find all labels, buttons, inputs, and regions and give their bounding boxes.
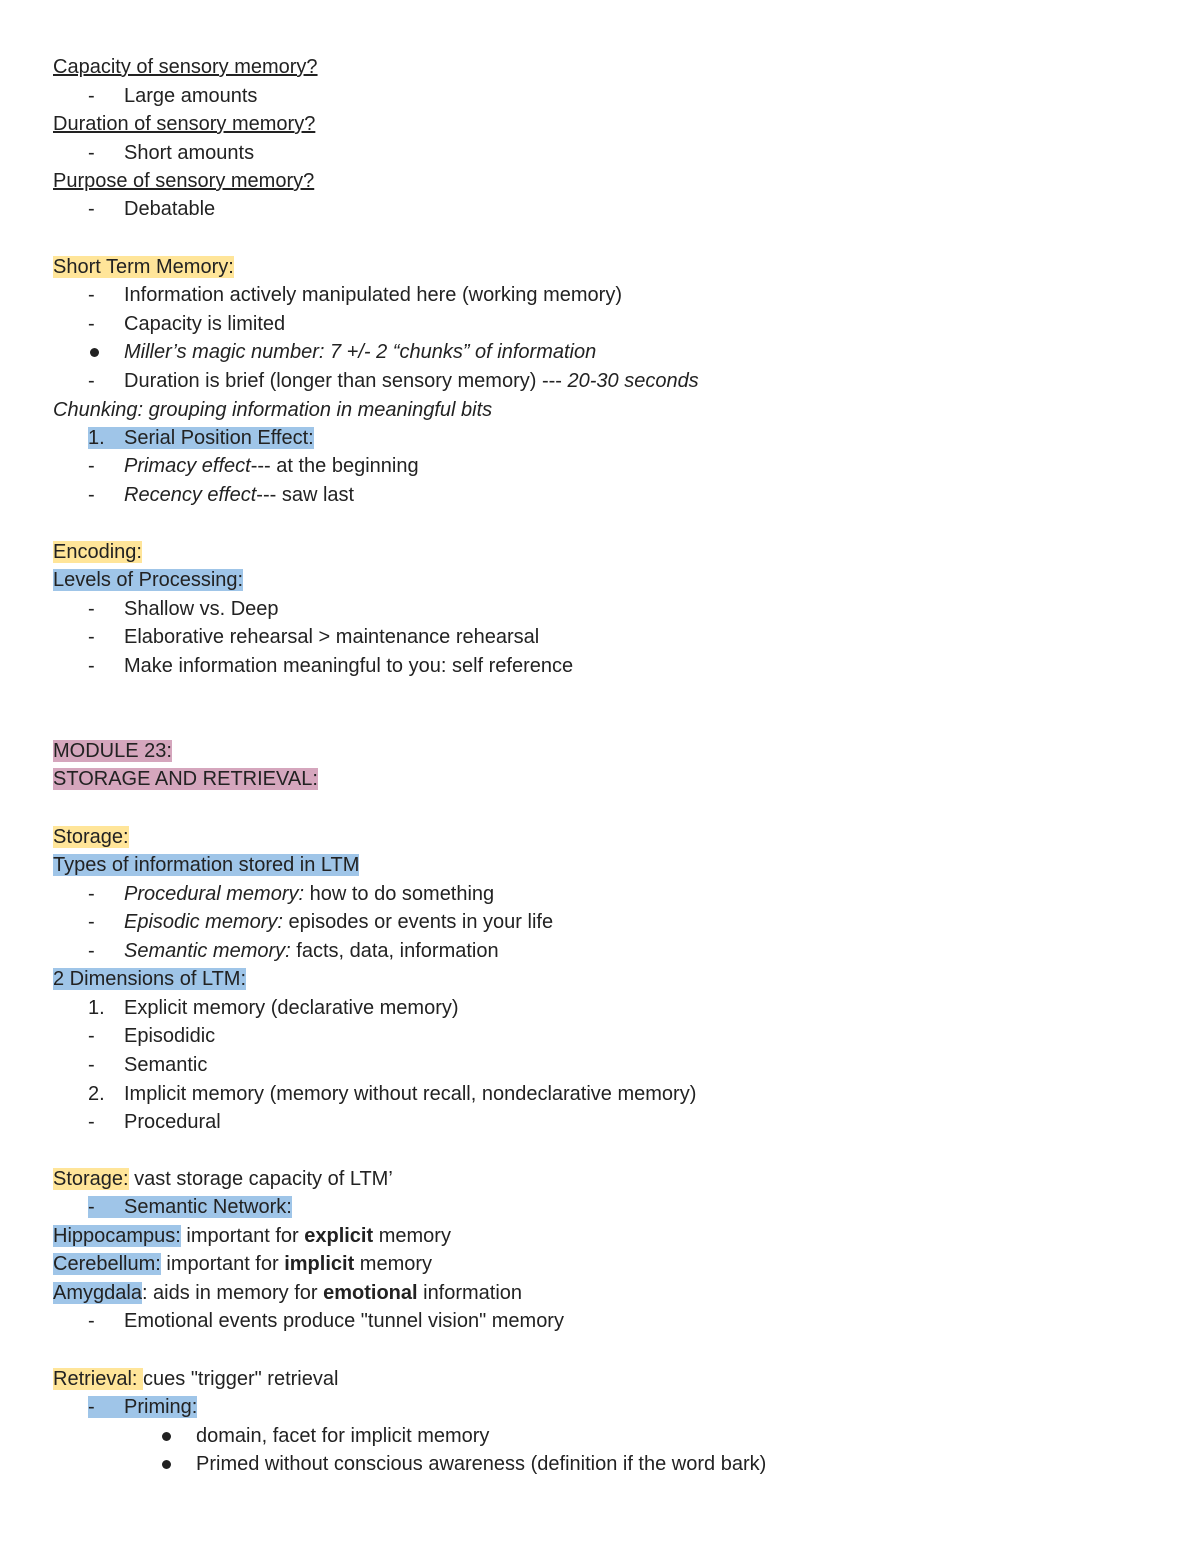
list-item: - Episodidic: [88, 1025, 216, 1047]
list-item: - Elaborative rehearsal > maintenance rehearsal: [88, 626, 540, 648]
list-item: - Large amounts: [88, 85, 258, 107]
chunking-line: Chunking: grouping information in meaningful bits: [53, 399, 493, 421]
list-item: - Make information meaningful to you: self reference: [88, 655, 574, 677]
priming-heading: - Priming:: [88, 1396, 198, 1418]
list-item: - Procedural: [88, 1111, 221, 1133]
semantic-network-heading: - Semantic Network:: [88, 1196, 292, 1218]
list-item: - Semantic: [88, 1054, 208, 1076]
list-item: - Semantic memory: facts, data, information: [88, 940, 499, 962]
list-item: - Episodic memory: episodes or events in your life: [88, 911, 554, 933]
amygdala-line: Amygdala: aids in memory for emotional information: [53, 1282, 523, 1304]
module-subtitle: STORAGE AND RETRIEVAL:: [53, 768, 318, 790]
dimensions-heading: 2 Dimensions of LTM:: [53, 968, 247, 990]
types-heading: Types of information stored in LTM: [53, 854, 360, 876]
list-item: domain, facet for implicit memory: [160, 1423, 489, 1449]
list-item: - Recency effect--- saw last: [88, 484, 355, 506]
list-item: 2. Implicit memory (memory without recall, nondeclarative memory): [88, 1083, 697, 1105]
retrieval-line: Retrieval: cues "trigger" retrieval: [53, 1368, 339, 1390]
list-item: Miller’s magic number: 7 +/- 2 “chunks” of information: [88, 339, 596, 365]
bullet-icon: [162, 1460, 171, 1469]
list-item: - Primacy effect--- at the beginning: [88, 455, 419, 477]
list-item: - Capacity is limited: [88, 313, 286, 335]
module-title: MODULE 23:: [53, 740, 172, 762]
stm-heading: Short Term Memory:: [53, 256, 234, 278]
list-item: - Information actively manipulated here (working memory): [88, 284, 622, 306]
encoding-heading: Encoding:: [53, 541, 142, 563]
serial-position-heading: 1. Serial Position Effect:: [88, 427, 314, 449]
list-item: - Shallow vs. Deep: [88, 598, 279, 620]
list-item: 1. Explicit memory (declarative memory): [88, 997, 459, 1019]
storage-capacity-line: Storage: vast storage capacity of LTM’: [53, 1168, 393, 1190]
list-item: Primed without conscious awareness (definition if the word bark): [160, 1451, 766, 1477]
bullet-icon: [162, 1432, 171, 1441]
list-item: - Emotional events produce "tunnel vision" memory: [88, 1310, 564, 1332]
capacity-question: Capacity of sensory memory?: [53, 56, 318, 78]
list-item: - Debatable: [88, 198, 216, 220]
cerebellum-line: Cerebellum: important for implicit memory: [53, 1253, 433, 1275]
storage-heading: Storage:: [53, 826, 129, 848]
duration-question: Duration of sensory memory?: [53, 113, 316, 135]
list-item: - Procedural memory: how to do something: [88, 883, 495, 905]
bullet-icon: [90, 348, 99, 357]
list-item: - Short amounts: [88, 142, 255, 164]
hippocampus-line: Hippocampus: important for explicit memory: [53, 1225, 451, 1247]
list-item: - Duration is brief (longer than sensory memory) --- 20-30 seconds: [88, 370, 699, 392]
levels-heading: Levels of Processing:: [53, 569, 244, 591]
purpose-question: Purpose of sensory memory?: [53, 170, 315, 192]
